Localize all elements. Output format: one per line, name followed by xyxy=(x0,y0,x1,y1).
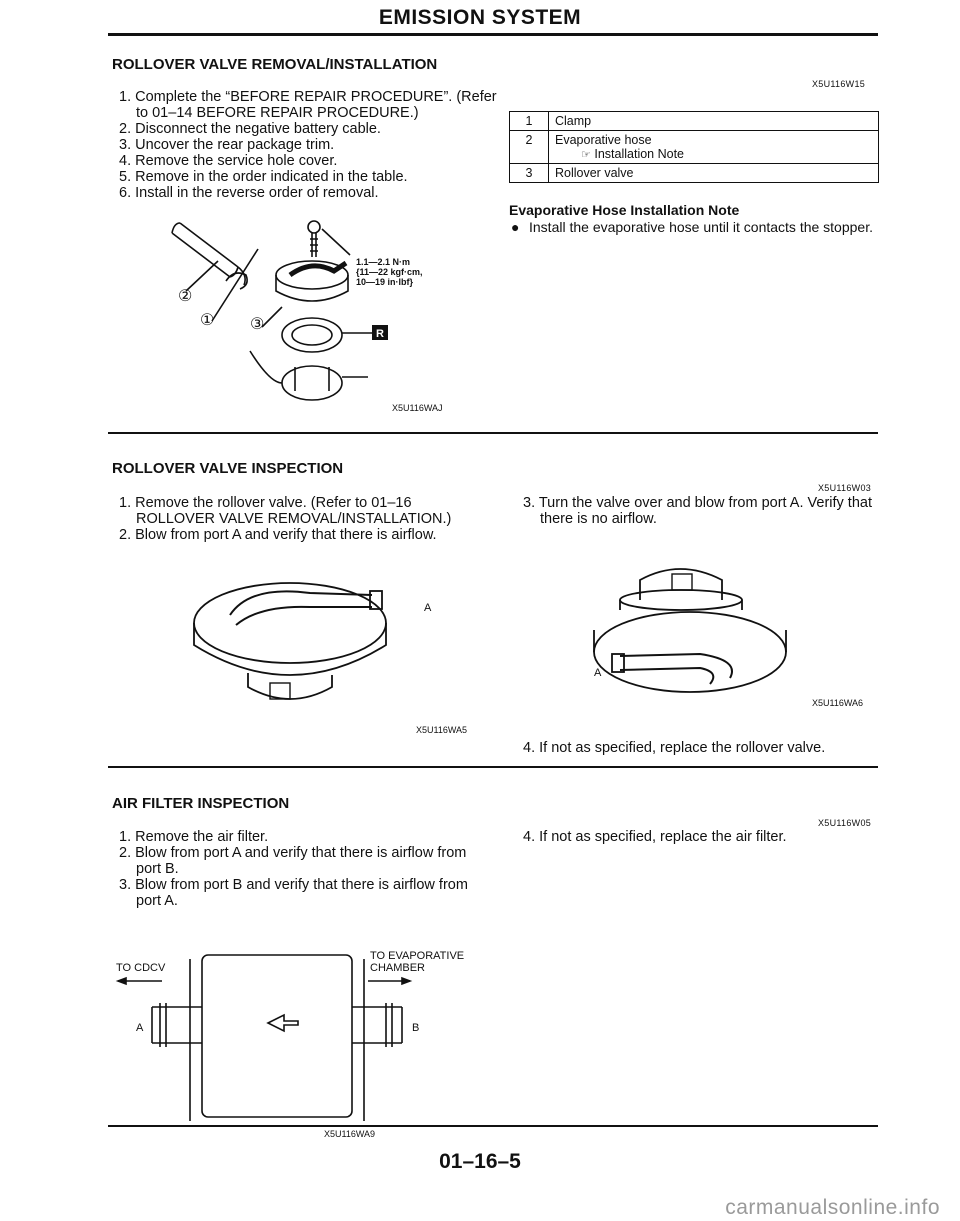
note-title: Evaporative Hose Installation Note xyxy=(509,202,740,218)
rollover-valve-exploded-figure xyxy=(150,215,480,415)
page-title: EMISSION SYSTEM xyxy=(378,6,582,29)
part-name: Rollover valve xyxy=(549,164,879,183)
valve-inverted-figure xyxy=(580,560,880,740)
filter-body xyxy=(202,955,352,1117)
air-filter-step: 2. Blow from port A and verify that there is airflow from port B. xyxy=(119,845,467,877)
inspection-step-2: 2. Blow from port A and verify that there is airflow. xyxy=(119,527,437,543)
removal-step: 1. Complete the “BEFORE REPAIR PROCEDURE”. (Refer to 01–14 BEFORE REPAIR PROCEDURE.) xyxy=(119,89,497,121)
part-number: 3 xyxy=(510,164,549,183)
part-name: Clamp xyxy=(549,112,879,131)
air-filter-steps xyxy=(119,829,479,909)
torque-line-2: {11—22 kgf·cm, xyxy=(356,267,423,277)
chamber-label: CHAMBER xyxy=(370,962,426,974)
table-row xyxy=(510,164,879,183)
fig2-code: X5U116WA6 xyxy=(812,698,864,708)
removal-step: 4. Remove the service hole cover. xyxy=(119,153,338,169)
removal-step: 2. Disconnect the negative battery cable. xyxy=(119,121,381,137)
gasket-outer xyxy=(282,318,342,352)
part-number: 2 xyxy=(510,131,549,164)
gasket-inner xyxy=(292,325,332,345)
header-rule xyxy=(108,33,878,36)
part-number: 1 xyxy=(510,112,549,131)
removal-section-title: ROLLOVER VALVE REMOVAL/INSTALLATION xyxy=(112,56,438,73)
watermark: carmanualsonline.info xyxy=(725,1196,940,1219)
air-filter-step: 3. Blow from port B and verify that there is airflow from port A. xyxy=(119,877,468,909)
port-a-label: A xyxy=(136,1022,144,1034)
inspection-step-1: 1. Remove the rollover valve. (Refer to 01–16 ROLLOVER VALVE REMOVAL/INSTALLATION.) xyxy=(119,495,452,527)
valve-disc xyxy=(594,612,786,692)
air-filter-step-4: 4. If not as specified, replace the air filter. xyxy=(523,829,787,845)
note-text: Install the evaporative hose until it contacts the stopper. xyxy=(529,219,873,235)
note-body xyxy=(509,219,884,235)
section-divider xyxy=(108,766,878,768)
flow-arrow-icon xyxy=(268,1015,298,1031)
air-filter-section-title: AIR FILTER INSPECTION xyxy=(112,795,290,812)
footer-rule xyxy=(108,1125,878,1127)
air-filter-section-code: X5U116W05 xyxy=(818,818,872,828)
torque-line-1: 1.1—2.1 N·m xyxy=(356,257,411,267)
air-filter-figure xyxy=(112,945,492,1140)
inspection-section-code: X5U116W03 xyxy=(818,483,872,493)
hose-shape xyxy=(172,223,238,277)
inspection-step-3: 3. Turn the valve over and blow from port A. Verify that there is no airflow. xyxy=(523,495,872,527)
inspection-section-title: ROLLOVER VALVE INSPECTION xyxy=(112,460,344,477)
callout-3: ③ xyxy=(250,316,265,333)
part-name: Evaporative hose xyxy=(555,133,652,147)
removal-step: 5. Remove in the order indicated in the table. xyxy=(119,169,408,185)
to-evaporative-label: TO EVAPORATIVE xyxy=(370,950,465,962)
port-a-label: A xyxy=(424,602,432,614)
air-filter-figure-code: X5U116WA9 xyxy=(324,1129,376,1139)
port-a-label: A xyxy=(594,667,602,679)
air-filter-step: 1. Remove the air filter. xyxy=(119,829,269,845)
removal-step: 3. Uncover the rear package trim. xyxy=(119,137,335,153)
callout-2: ② xyxy=(178,288,193,305)
removal-step: 6. Install in the reverse order of removal. xyxy=(119,185,379,201)
callout-1: ① xyxy=(200,312,215,329)
reference-arrow-icon: ☞ xyxy=(581,149,591,161)
section-divider xyxy=(108,432,878,434)
port-b-label: B xyxy=(412,1022,420,1034)
table-row xyxy=(510,112,879,131)
removal-figure-code: X5U116WAJ xyxy=(392,403,443,413)
parts-table xyxy=(509,111,879,183)
page-number: 01–16–5 xyxy=(439,1150,521,1173)
installation-note-link[interactable]: Installation Note xyxy=(594,147,684,161)
removal-section-code: X5U116W15 xyxy=(812,79,866,89)
replace-badge: R xyxy=(376,328,384,340)
table-row xyxy=(510,131,879,164)
to-cdcv-label: TO CDCV xyxy=(116,962,166,974)
bullet-icon: ● xyxy=(511,219,520,235)
valve-upright-figure xyxy=(190,575,490,735)
bolt-head xyxy=(308,221,320,233)
base-cup xyxy=(282,366,342,400)
port-b-pipe xyxy=(352,1007,402,1043)
torque-line-3: 10—19 in·lbf} xyxy=(356,277,414,287)
inspection-step-4: 4. If not as specified, replace the rollover valve. xyxy=(523,740,826,756)
removal-steps xyxy=(119,89,499,201)
fig1-code: X5U116WA5 xyxy=(416,725,468,735)
valve-label-box xyxy=(672,574,692,590)
